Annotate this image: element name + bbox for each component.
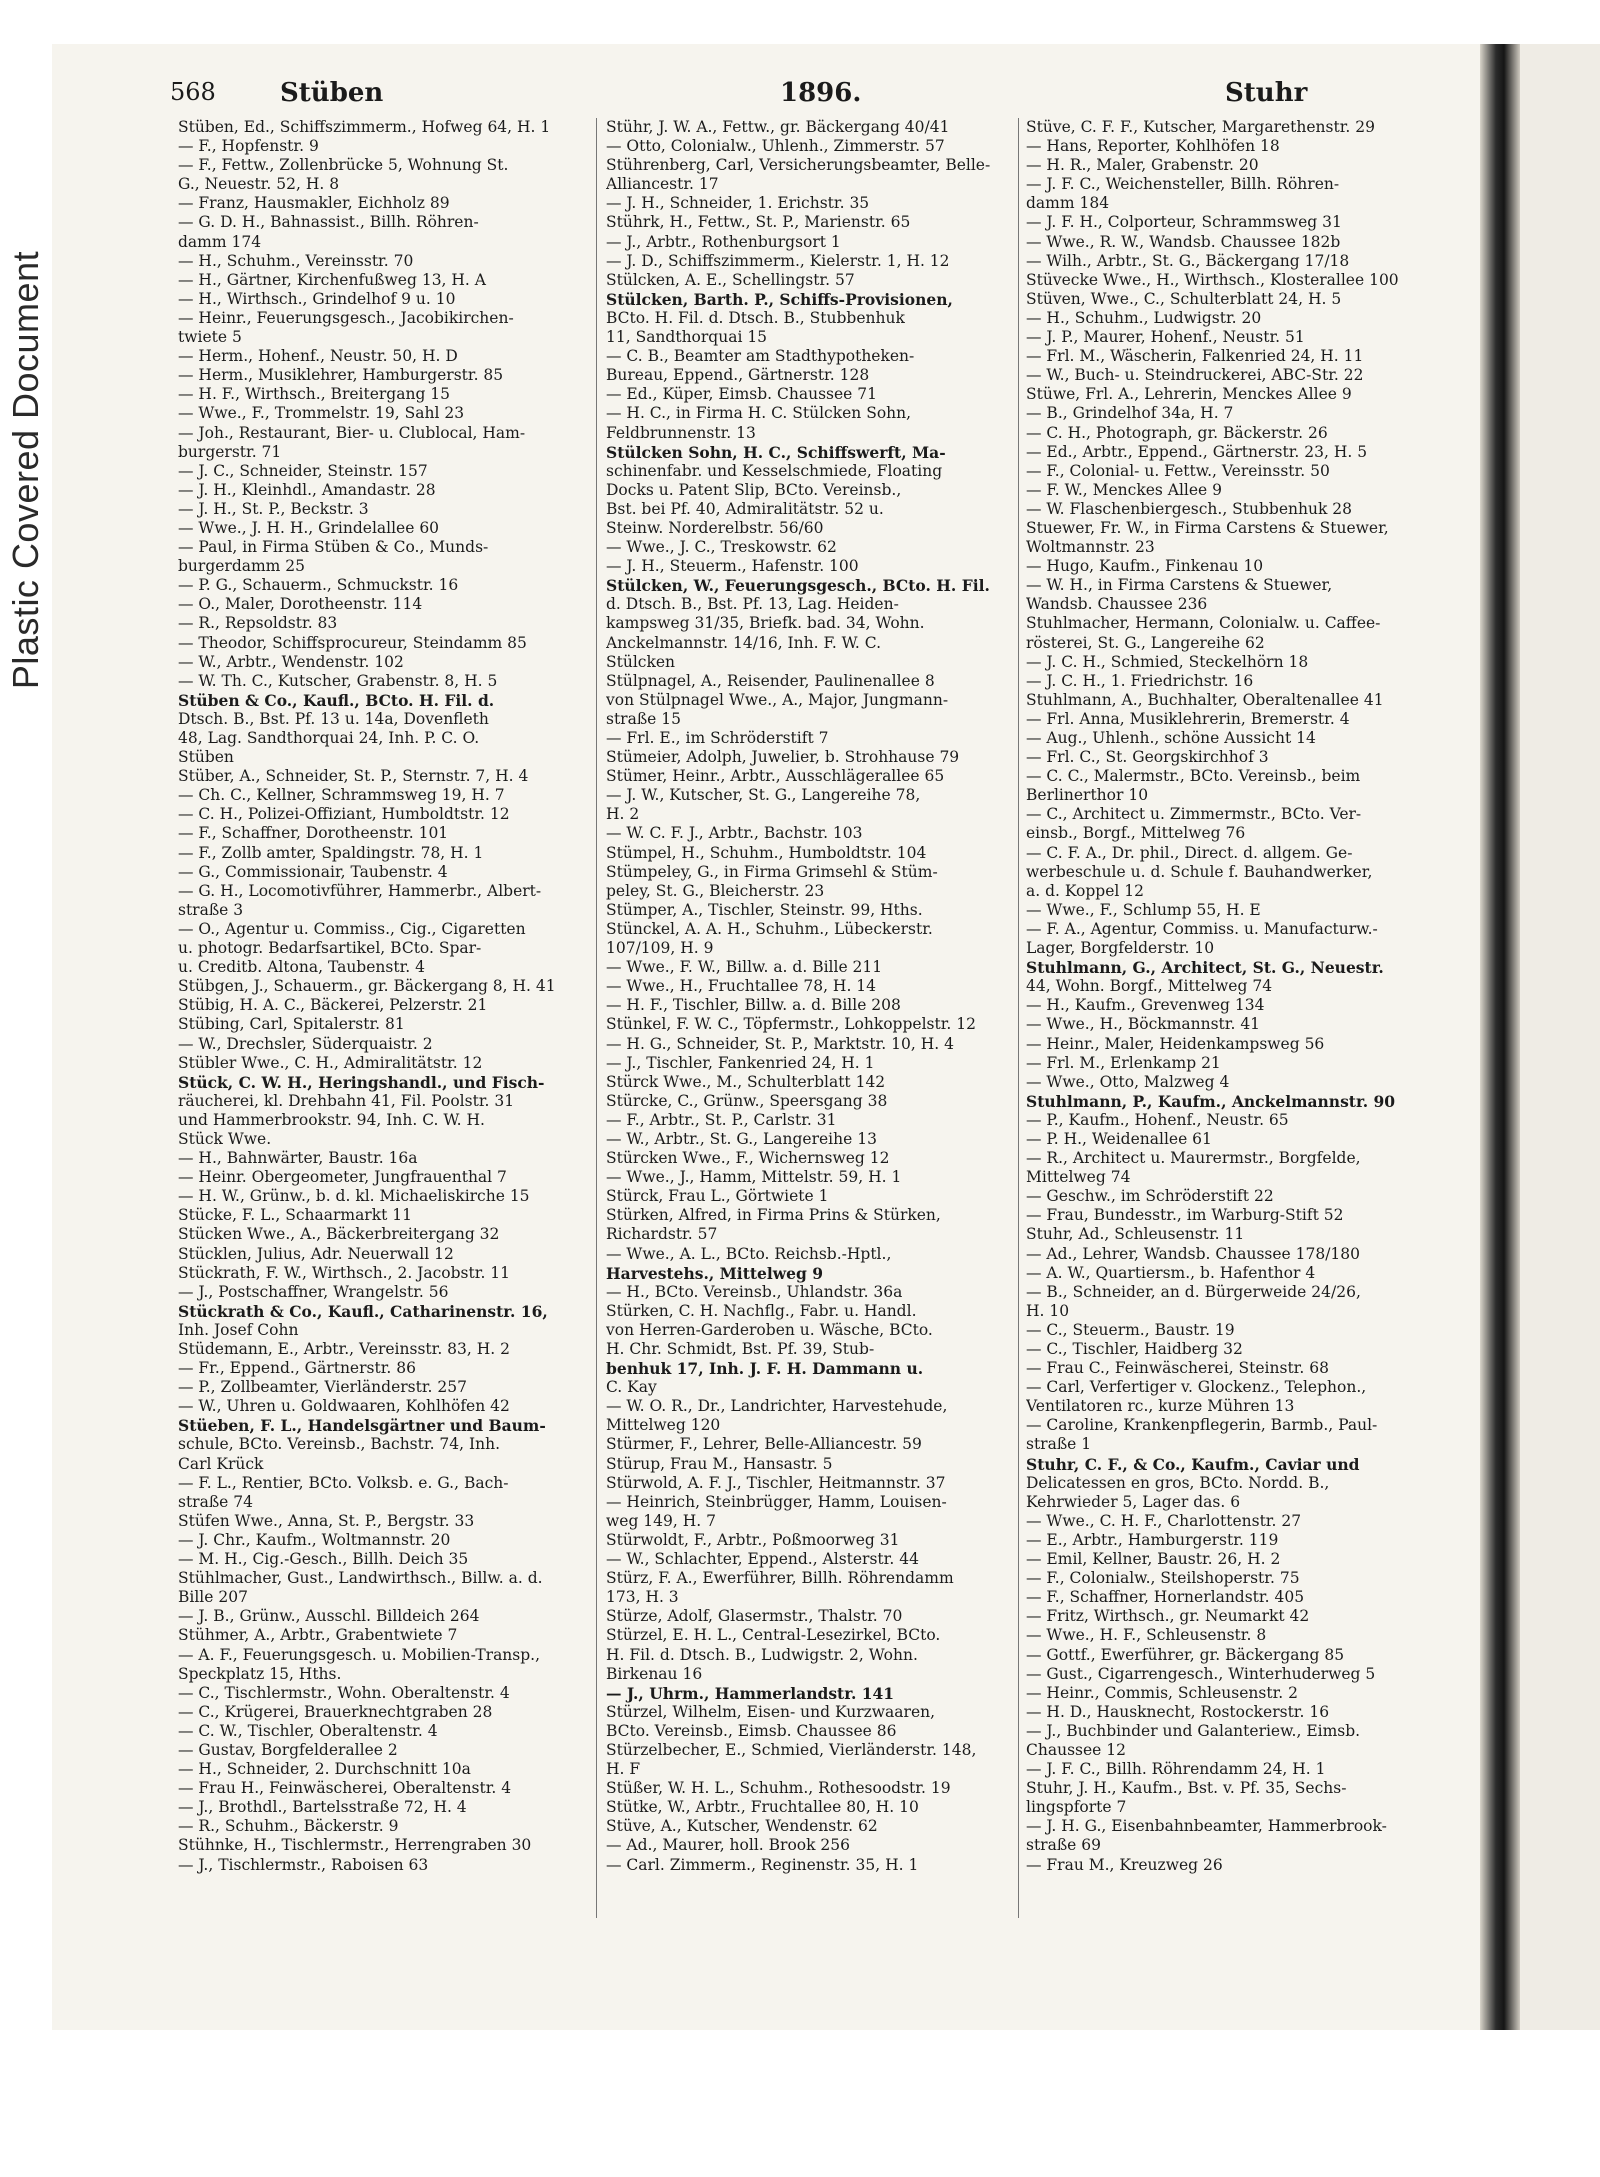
directory-entry-line: — Franz, Hausmakler, Eichholz 89 <box>178 194 450 213</box>
directory-entry-line: — Wwe., C. H. F., Charlottenstr. 27 <box>1026 1511 1302 1530</box>
directory-entry-line: — Carl. Zimmerm., Reginenstr. 35, H. 1 <box>606 1855 919 1874</box>
directory-entry-line: Stuhr, Ad., Schleusenstr. 11 <box>1026 1225 1245 1244</box>
directory-entry-line: Stüdemann, E., Arbtr., Vereinsstr. 83, H. 2 <box>178 1340 510 1358</box>
directory-entry-line: — J. B., Grünw., Ausschl. Billdeich 264 <box>178 1607 480 1626</box>
directory-entry-line: Stührenberg, Carl, Versicherungsbeamter, Belle- <box>606 156 991 175</box>
header-left-keyword: Stüben <box>280 78 384 108</box>
directory-entry-line: Stütke, W., Arbtr., Fruchtallee 80, H. 10 <box>606 1798 919 1817</box>
directory-entry-line: — J., Brothdl., Bartelsstraße 72, H. 4 <box>178 1798 467 1817</box>
directory-entry-line: — J. H., St. P., Beckstr. 3 <box>178 499 369 518</box>
directory-entry-line: — W. Th. C., Kutscher, Grabenstr. 8, H. 5 <box>178 671 498 690</box>
directory-entry-line: Stühlmacher, Gust., Landwirthsch., Billw. a. d. <box>178 1569 543 1588</box>
directory-entry-line: Stürcken Wwe., F., Wichernsweg 12 <box>606 1149 890 1168</box>
directory-entry-line: — R., Repsoldstr. 83 <box>178 614 338 633</box>
directory-entry-line: Stülcken, A. E., Schellingstr. 57 <box>606 270 855 289</box>
directory-entry-line: Stüben & Co., Kaufl., BCto. H. Fil. d. <box>178 690 495 710</box>
directory-entry-line: Stühr, J. W. A., Fettw., gr. Bäckergang 40/41 <box>606 118 950 136</box>
directory-entry-line: Mittelweg 120 <box>606 1416 721 1435</box>
directory-entry-line: Stuhr, J. H., Kaufm., Bst. v. Pf. 35, Sechs- <box>1026 1779 1347 1798</box>
directory-entry-line: — F., Hopfenstr. 9 <box>178 137 319 156</box>
directory-entry-line: — H. R., Maler, Grabenstr. 20 <box>1026 156 1259 175</box>
directory-entry-line: — J. W., Kutscher, St. G., Langereihe 78, <box>606 786 921 805</box>
directory-entry-line: werbeschule u. d. Schule f. Bauhandwerker, <box>1026 862 1373 881</box>
directory-entry-line: Kehrwieder 5, Lager das. 6 <box>1026 1492 1241 1511</box>
header-right-keyword: Stuhr <box>1225 78 1308 108</box>
directory-entry-line: — Hans, Reporter, Kohlhöfen 18 <box>1026 137 1280 156</box>
directory-entry-line: Bureau, Eppend., Gärtnerstr. 128 <box>606 366 870 385</box>
directory-entry-line: — J. C., Schneider, Steinstr. 157 <box>178 461 428 480</box>
directory-entry-line: — Gust., Cigarrengesch., Winterhuderweg 5 <box>1026 1664 1376 1683</box>
directory-entry-line: — O., Agentur u. Commiss., Cig., Cigaretten <box>178 919 526 938</box>
directory-entry-line: — M. H., Cig.-Gesch., Billh. Deich 35 <box>178 1550 469 1569</box>
directory-entry-line: Berlinerthor 10 <box>1026 786 1149 805</box>
directory-entry-line: Birkenau 16 <box>606 1664 703 1683</box>
directory-entry-line: — Wwe., J. C., Treskowstr. 62 <box>606 538 837 557</box>
directory-entry-line: — Ad., Maurer, holl. Brook 256 <box>606 1836 851 1855</box>
directory-entry-line: Stüvecke Wwe., H., Wirthsch., Klosterallee 100 <box>1026 270 1399 289</box>
directory-entry-line: u. Creditb. Altona, Taubenstr. 4 <box>178 958 425 977</box>
directory-entry-line: — P. G., Schauerm., Schmuckstr. 16 <box>178 576 459 595</box>
directory-entry-line: kampsweg 31/35, Briefk. bad. 34, Wohn. <box>606 614 925 633</box>
directory-entry-line: — F. L., Rentier, BCto. Volksb. e. G., Bach- <box>178 1473 509 1492</box>
directory-entry-line: Harvestehs., Mittelweg 9 <box>606 1263 823 1283</box>
directory-entry-line: Lager, Borgfelderstr. 10 <box>1026 939 1215 958</box>
directory-column-2 <box>606 118 1026 1875</box>
directory-entry-line: von Stülpnagel Wwe., A., Major, Jungmann- <box>606 690 949 709</box>
directory-entry-line: BCto. Vereinsb., Eimsb. Chaussee 86 <box>606 1721 897 1740</box>
directory-entry-line: — J. F. C., Billh. Röhrendamm 24, H. 1 <box>1026 1760 1326 1779</box>
directory-entry-line: — Hugo, Kaufm., Finkenau 10 <box>1026 557 1264 576</box>
directory-entry-line: 48, Lag. Sandthorquai 24, Inh. P. C. O. <box>178 729 480 747</box>
directory-entry-line: — F., Arbtr., St. P., Carlstr. 31 <box>606 1110 837 1129</box>
directory-entry-line: — H., Schneider, 2. Durchschnitt 10a <box>178 1760 471 1779</box>
directory-entry-line: — Frl. M., Wäscherin, Falkenried 24, H. 11 <box>1026 347 1364 366</box>
directory-entry-line: — Wilh., Arbtr., St. G., Bäckergang 17/18 <box>1026 251 1350 270</box>
directory-entry-line: — H., Schuhm., Ludwigstr. 20 <box>1026 308 1262 327</box>
directory-entry-line: — Heinr., Commis, Schleusenstr. 2 <box>1026 1683 1299 1702</box>
directory-entry-line: Stürz, F. A., Ewerführer, Billh. Röhrendamm <box>606 1569 954 1588</box>
directory-entry-line: twiete 5 <box>178 328 242 347</box>
directory-entry-line: peley, St. G., Bleicherstr. 23 <box>606 881 825 900</box>
page-header <box>170 78 1470 112</box>
directory-entry-line: — F., Zollb amter, Spaldingstr. 78, H. 1 <box>178 843 484 862</box>
directory-entry-line: — H. C., in Firma H. C. Stülcken Sohn, <box>606 404 912 423</box>
directory-entry-line: Stübing, Carl, Spitalerstr. 81 <box>178 1015 405 1034</box>
directory-entry-line: — Heinrich, Steinbrügger, Hamm, Louisen- <box>606 1492 947 1511</box>
directory-entry-line: Feldbrunnenstr. 13 <box>606 423 756 442</box>
directory-entry-line: BCto. H. Fil. d. Dtsch. B., Stubbenhuk <box>606 308 905 327</box>
directory-entry-line: — Wwe., J., Hamm, Mittelstr. 59, H. 1 <box>606 1168 902 1187</box>
directory-entry-line: — F. A., Agentur, Commiss. u. Manufacturw.- <box>1026 919 1378 938</box>
directory-entry-line: — H. F., Wirthsch., Breitergang 15 <box>178 385 451 404</box>
directory-entry-line: — Wwe., H. F., Schleusenstr. 8 <box>1026 1626 1267 1645</box>
directory-entry-line: a. d. Koppel 12 <box>1026 881 1144 900</box>
directory-entry-line: — Paul, in Firma Stüben & Co., Munds- <box>178 538 489 557</box>
directory-entry-line: H. 10 <box>1026 1301 1070 1320</box>
directory-entry-line: Stührk, H., Fettw., St. P., Marienstr. 65 <box>606 213 911 232</box>
directory-entry-line: einsb., Borgf., Mittelweg 76 <box>1026 824 1246 843</box>
directory-entry-line: und Hammerbrookstr. 94, Inh. C. W. H. <box>178 1110 485 1129</box>
directory-entry-line: — Fr., Eppend., Gärtnerstr. 86 <box>178 1359 416 1378</box>
directory-entry-line: — Wwe., F., Schlump 55, H. E <box>1026 900 1261 919</box>
directory-entry-line: — Caroline, Krankenpflegerin, Barmb., Paul- <box>1026 1416 1378 1435</box>
directory-entry-line: Stüber, A., Schneider, St. P., Sternstr. 7, H. 4 <box>178 767 529 786</box>
directory-entry-line: — C., Architect u. Zimmermstr., BCto. Ver- <box>1026 805 1362 824</box>
directory-entry-line: — B., Grindelhof 34a, H. 7 <box>1026 404 1234 423</box>
directory-entry-line: — J., Uhrm., Hammerlandstr. 141 <box>606 1683 895 1703</box>
directory-entry-line: — G. H., Locomotivführer, Hammerbr., Albert- <box>178 881 542 900</box>
directory-entry-line: Stülcken <box>606 652 676 671</box>
directory-entry-line: — H., BCto. Vereinsb., Uhlandstr. 36a <box>606 1282 903 1301</box>
directory-entry-line: lingspforte 7 <box>1026 1798 1127 1817</box>
directory-entry-line: — Frl. C., St. Georgskirchhof 3 <box>1026 748 1269 767</box>
directory-entry-line: — P., Zollbeamter, Vierländerstr. 257 <box>178 1378 467 1397</box>
directory-entry-line: Stümpeley, G., in Firma Grimsehl & Stüm- <box>606 862 938 881</box>
directory-entry-line: — F., Colonial- u. Fettw., Vereinsstr. 50 <box>1026 461 1330 480</box>
directory-entry-line: — J. H., Schneider, 1. Erichstr. 35 <box>606 194 870 213</box>
directory-entry-line: — J. F. C., Weichensteller, Billh. Röhren- <box>1026 175 1340 194</box>
directory-entry-line: Stüwe, Frl. A., Lehrerin, Menckes Allee 9 <box>1026 385 1352 404</box>
directory-entry-line: — H. F., Tischler, Billw. a. d. Bille 208 <box>606 996 901 1015</box>
directory-entry-line: Stülcken Sohn, H. C., Schiffswerft, Ma- <box>606 442 946 462</box>
directory-entry-line: Alliancestr. 17 <box>606 175 719 194</box>
directory-entry-line: Stülcken, Barth. P., Schiffs-Provisionen, <box>606 289 953 309</box>
directory-entry-line: Stücklen, Julius, Adr. Neuerwall 12 <box>178 1244 454 1263</box>
directory-entry-line: Inh. Josef Cohn <box>178 1320 299 1339</box>
book-gutter <box>1480 44 1520 2030</box>
directory-entry-line: Stücken Wwe., A., Bäckerbreitergang 32 <box>178 1225 500 1244</box>
directory-entry-line: — G., Commissionair, Taubenstr. 4 <box>178 862 448 881</box>
directory-entry-line: Stuewer, Fr. W., in Firma Carstens & Stuewer, <box>1026 518 1389 537</box>
directory-entry-line: — W., Arbtr., Wendenstr. 102 <box>178 652 404 671</box>
directory-entry-line: — J. F. H., Colporteur, Schrammsweg 31 <box>1026 213 1342 232</box>
directory-entry-line: Bille 207 <box>178 1588 248 1607</box>
directory-entry-line: — G. D. H., Bahnassist., Billh. Röhren- <box>178 213 479 232</box>
directory-entry-line: — A. F., Feuerungsgesch. u. Mobilien-Transp., <box>178 1645 541 1664</box>
directory-entry-line: Anckelmannstr. 14/16, Inh. F. W. C. <box>606 633 881 652</box>
directory-entry-line: — H., Bahnwärter, Baustr. 16a <box>178 1149 418 1168</box>
directory-entry-line: — Frl. Anna, Musiklehrerin, Bremerstr. 4 <box>1026 709 1350 728</box>
directory-entry-line: — J., Postschaffner, Wrangelstr. 56 <box>178 1282 449 1301</box>
directory-entry-line: Stülpnagel, A., Reisender, Paulinenallee 8 <box>606 671 935 690</box>
directory-entry-line: Stückrath, F. W., Wirthsch., 2. Jacobstr. 11 <box>178 1263 511 1282</box>
directory-entry-line: Chaussee 12 <box>1026 1740 1126 1759</box>
directory-entry-line: Stüfen Wwe., Anna, St. P., Bergstr. 33 <box>178 1511 475 1530</box>
directory-entry-line: Ventilatoren rc., kurze Mühren 13 <box>1026 1397 1295 1416</box>
directory-entry-line: — H., Wirthsch., Grindelhof 9 u. 10 <box>178 289 456 308</box>
directory-entry-line: H. F <box>606 1760 641 1779</box>
directory-entry-line: d. Dtsch. B., Bst. Pf. 13, Lag. Heiden- <box>606 595 899 614</box>
directory-entry-line: burgerstr. 71 <box>178 442 282 461</box>
directory-entry-line: Stürmer, F., Lehrer, Belle-Alliancestr. 59 <box>606 1435 922 1454</box>
directory-entry-line: — Ed., Küper, Eimsb. Chaussee 71 <box>606 385 877 404</box>
directory-entry-line: Mittelweg 74 <box>1026 1168 1131 1187</box>
directory-entry-line: — J. C. H., 1. Friedrichstr. 16 <box>1026 671 1254 690</box>
header-year: 1896. <box>780 78 862 108</box>
directory-entry-line: — W., Buch- u. Steindruckerei, ABC-Str. 22 <box>1026 366 1364 385</box>
directory-entry-line: — C. B., Beamter am Stadthypotheken- <box>606 347 915 366</box>
directory-entry-line: Stühmer, A., Arbtr., Grabentwiete 7 <box>178 1626 458 1645</box>
directory-entry-line: — R., Architect u. Maurermstr., Borgfelde, <box>1026 1149 1361 1168</box>
directory-entry-line: Stuhlmacher, Hermann, Colonialw. u. Caffee- <box>1026 614 1381 633</box>
directory-entry-line: Dtsch. B., Bst. Pf. 13 u. 14a, Dovenfleth <box>178 709 489 728</box>
directory-entry-line: — Wwe., Otto, Malzweg 4 <box>1026 1072 1230 1091</box>
directory-entry-line: Stürcke, C., Grünw., Speersgang 38 <box>606 1091 888 1110</box>
directory-entry-line: Stuhlmann, P., Kaufm., Anckelmannstr. 90 <box>1026 1091 1396 1111</box>
directory-entry-line: — Heinr. Obergeometer, Jungfrauenthal 7 <box>178 1168 507 1187</box>
directory-entry-line: — Wwe., R. W., Wandsb. Chaussee 182b <box>1026 232 1341 251</box>
directory-entry-line: C. Kay <box>606 1378 657 1397</box>
directory-entry-line: — H. W., Grünw., b. d. kl. Michaeliskirche 15 <box>178 1187 530 1206</box>
directory-entry-line: — Herm., Musiklehrer, Hamburgerstr. 85 <box>178 366 504 385</box>
directory-entry-line: Stürwoldt, F., Arbtr., Poßmoorweg 31 <box>606 1530 900 1549</box>
directory-entry-line: 107/109, H. 9 <box>606 939 714 958</box>
directory-entry-line: Stürup, Frau M., Hansastr. 5 <box>606 1454 833 1473</box>
directory-entry-line: Stürken, C. H. Nachflg., Fabr. u. Handl. <box>606 1301 917 1320</box>
directory-entry-line: — Wwe., F. W., Billw. a. d. Bille 211 <box>606 958 883 977</box>
directory-entry-line: — J. H., Steuerm., Hafenstr. 100 <box>606 557 859 576</box>
directory-entry-line: benhuk 17, Inh. J. F. H. Dammann u. <box>606 1359 924 1379</box>
directory-entry-line: — J. H., Kleinhdl., Amandastr. 28 <box>178 480 436 499</box>
directory-entry-line: räucherei, kl. Drehbahn 41, Fil. Poolstr. 31 <box>178 1091 515 1110</box>
directory-entry-line: Stürzel, Wilhelm, Eisen- und Kurzwaaren, <box>606 1702 936 1721</box>
directory-entry-line: — Herm., Hohenf., Neustr. 50, H. D <box>178 347 458 366</box>
directory-entry-line: — Joh., Restaurant, Bier- u. Clublocal, Ham- <box>178 423 526 442</box>
directory-entry-line: — Frau M., Kreuzweg 26 <box>1026 1855 1223 1874</box>
directory-entry-line: — C. F. A., Dr. phil., Direct. d. allgem. Ge- <box>1026 843 1353 862</box>
directory-entry-line: Stübgen, J., Schauerm., gr. Bäckergang 8, H. 41 <box>178 977 556 996</box>
directory-entry-line: straße 74 <box>178 1492 254 1511</box>
directory-entry-line: H. 2 <box>606 805 640 824</box>
directory-entry-line: — F., Schaffner, Hornerlandstr. 405 <box>1026 1588 1305 1607</box>
directory-entry-line: — O., Maler, Dorotheenstr. 114 <box>178 595 423 614</box>
directory-entry-line: — H., Schuhm., Vereinsstr. 70 <box>178 251 414 270</box>
directory-entry-line: 173, H. 3 <box>606 1588 679 1607</box>
directory-entry-line: — Geschw., im Schröderstift 22 <box>1026 1187 1274 1206</box>
directory-entry-line: — J., Arbtr., Rothenburgsort 1 <box>606 232 841 251</box>
directory-entry-line: — J., Tischlermstr., Raboisen 63 <box>178 1855 429 1874</box>
directory-entry-line: damm 184 <box>1026 194 1110 213</box>
directory-entry-line: Stümpel, H., Schuhm., Humboldtstr. 104 <box>606 843 927 862</box>
directory-entry-line: — W. O. R., Dr., Landrichter, Harvestehude, <box>606 1397 948 1416</box>
directory-entry-line: — Gustav, Borgfelderallee 2 <box>178 1740 398 1759</box>
directory-entry-line: — W. C. F. J., Arbtr., Bachstr. 103 <box>606 824 863 843</box>
directory-entry-line: Stülcken, W., Feuerungsgesch., BCto. H. Fil. <box>606 576 990 596</box>
directory-entry-line: Bst. bei Pf. 40, Admiralitätstr. 52 u. <box>606 499 884 518</box>
scan-margin <box>0 0 52 2177</box>
directory-entry-line: — J. P., Maurer, Hohenf., Neustr. 51 <box>1026 328 1305 347</box>
directory-entry-line: G., Neuestr. 52, H. 8 <box>178 175 340 194</box>
directory-entry-line: — H. D., Hausknecht, Rostockerstr. 16 <box>1026 1702 1330 1721</box>
directory-entry-line: — F., Schaffner, Dorotheenstr. 101 <box>178 824 449 843</box>
directory-entry-line: Docks u. Patent Slip, BCto. Vereinsb., <box>606 480 902 499</box>
directory-entry-line: Stuhlmann, A., Buchhalter, Oberaltenallee 41 <box>1026 690 1384 709</box>
directory-entry-line: — C., Steuerm., Baustr. 19 <box>1026 1320 1235 1339</box>
directory-entry-line: — J., Buchbinder und Galanteriew., Eimsb. <box>1026 1721 1361 1740</box>
directory-entry-line: Stuhlmann, G., Architect, St. G., Neuestr. <box>1026 958 1384 978</box>
directory-entry-line: — Frau, Bundesstr., im Warburg-Stift 52 <box>1026 1206 1344 1225</box>
directory-entry-line: — Wwe., H., Böckmannstr. 41 <box>1026 1015 1261 1034</box>
directory-entry-line: Stüve, A., Kutscher, Wendenstr. 62 <box>606 1817 878 1836</box>
directory-entry-line: Carl Krück <box>178 1454 264 1473</box>
directory-entry-line: rösterei, St. G., Langereihe 62 <box>1026 633 1265 652</box>
directory-entry-line: damm 174 <box>178 232 262 251</box>
directory-column-1 <box>178 118 598 1875</box>
directory-entry-line: 44, Wohn. Borgf., Mittelweg 74 <box>1026 977 1273 996</box>
directory-entry-line: Stück Wwe. <box>178 1129 272 1148</box>
directory-entry-line: — Fritz, Wirthsch., gr. Neumarkt 42 <box>1026 1607 1310 1626</box>
directory-entry-line: — C., Tischlermstr., Wohn. Oberaltenstr. 4 <box>178 1683 510 1702</box>
side-label: Plastic Covered Document <box>5 250 46 690</box>
directory-entry-line: H. Fil. d. Dtsch. B., Ludwigstr. 2, Wohn. <box>606 1645 918 1664</box>
directory-entry-line: Stürwold, A. F. J., Tischler, Heitmannstr. 37 <box>606 1473 946 1492</box>
directory-entry-line: — W., Drechsler, Süderquaistr. 2 <box>178 1034 433 1053</box>
directory-entry-line: Woltmannstr. 23 <box>1026 538 1155 557</box>
directory-entry-line: u. photogr. Bedarfsartikel, BCto. Spar- <box>178 939 482 958</box>
directory-entry-line: Wandsb. Chaussee 236 <box>1026 595 1208 614</box>
directory-entry-line: Stüven, Wwe., C., Schulterblatt 24, H. 5 <box>1026 289 1342 308</box>
directory-entry-line: — Theodor, Schiffsprocureur, Steindamm 85 <box>178 633 527 652</box>
directory-column-3 <box>1026 118 1446 1875</box>
directory-entry-line: — Frl. M., Erlenkamp 21 <box>1026 1053 1221 1072</box>
directory-entry-line: — J. D., Schiffszimmerm., Kielerstr. 1, H. 12 <box>606 251 950 270</box>
directory-entry-line: — W., Uhren u. Goldwaaren, Kohlhöfen 42 <box>178 1397 510 1416</box>
directory-entry-line: — Wwe., A. L., BCto. Reichsb.-Hptl., <box>606 1244 892 1263</box>
directory-entry-line: Stünkel, F. W. C., Töpfermstr., Lohkoppelstr. 12 <box>606 1015 977 1034</box>
directory-entry-line: — Frau H., Feinwäscherei, Oberaltenstr. 4 <box>178 1779 512 1798</box>
directory-entry-line: Stürck, Frau L., Görtwiete 1 <box>606 1187 829 1206</box>
directory-entry-line: — J., Tischler, Fankenried 24, H. 1 <box>606 1053 875 1072</box>
directory-entry-line: — C., Krügerei, Brauerknechtgraben 28 <box>178 1702 493 1721</box>
directory-entry-line: Stüben, Ed., Schiffszimmerm., Hofweg 64, H. 1 <box>178 118 551 136</box>
directory-entry-line: — W. Flaschenbiergesch., Stubbenhuk 28 <box>1026 499 1353 518</box>
directory-entry-line: Stümer, Heinr., Arbtr., Ausschlägerallee 65 <box>606 767 945 786</box>
directory-entry-line: — Gottf., Ewerführer, gr. Bäckergang 85 <box>1026 1645 1345 1664</box>
directory-entry-line: straße 15 <box>606 709 682 728</box>
directory-entry-line: Stürze, Adolf, Glasermstr., Thalstr. 70 <box>606 1607 903 1626</box>
directory-entry-line: — W. H., in Firma Carstens & Stuewer, <box>1026 576 1333 595</box>
directory-entry-line: — J. Chr., Kaufm., Woltmannstr. 20 <box>178 1530 451 1549</box>
directory-entry-line: — Wwe., J. H. H., Grindelallee 60 <box>178 518 440 537</box>
directory-entry-line: Stümeier, Adolph, Juwelier, b. Strohhause 79 <box>606 748 960 767</box>
directory-entry-line: Stückrath & Co., Kaufl., Catharinenstr. 16, <box>178 1301 548 1321</box>
directory-entry-line: — C. C., Malermstr., BCto. Vereinsb., beim <box>1026 767 1361 786</box>
directory-entry-line: Speckplatz 15, Hths. <box>178 1664 342 1683</box>
directory-entry-line: Stürck Wwe., M., Schulterblatt 142 <box>606 1072 886 1091</box>
directory-entry-line: weg 149, H. 7 <box>606 1511 716 1530</box>
directory-entry-line: — J. C. H., Schmied, Steckelhörn 18 <box>1026 652 1309 671</box>
directory-entry-line: — E., Arbtr., Hamburgerstr. 119 <box>1026 1530 1279 1549</box>
directory-entry-line: — Wwe., F., Trommelstr. 19, Sahl 23 <box>178 404 465 423</box>
directory-entry-line: — W., Arbtr., St. G., Langereihe 13 <box>606 1129 877 1148</box>
directory-entry-line: Stuhr, C. F., & Co., Kaufm., Caviar und <box>1026 1454 1360 1474</box>
directory-entry-line: Stürken, Alfred, in Firma Prins & Stürken, <box>606 1206 941 1225</box>
directory-entry-line: — W., Schlachter, Eppend., Alsterstr. 44 <box>606 1550 919 1569</box>
directory-entry-line: Stübig, H. A. C., Bäckerei, Pelzerstr. 21 <box>178 996 488 1015</box>
directory-entry-line: — J. H. G., Eisenbahnbeamter, Hammerbrook- <box>1026 1817 1387 1836</box>
directory-entry-line: burgerdamm 25 <box>178 557 306 576</box>
directory-entry-line: — F., Fettw., Zollenbrücke 5, Wohnung St. <box>178 156 509 175</box>
directory-entry-line: — Otto, Colonialw., Uhlenh., Zimmerstr. 57 <box>606 137 945 156</box>
directory-entry-line: Stüeben, F. L., Handelsgärtner und Baum- <box>178 1416 546 1436</box>
directory-entry-line: straße 69 <box>1026 1836 1102 1855</box>
directory-entry-line: — P., Kaufm., Hohenf., Neustr. 65 <box>1026 1110 1289 1129</box>
next-page-edge <box>1520 44 1600 2030</box>
directory-entry-line: Steinw. Norderelbstr. 56/60 <box>606 518 824 537</box>
directory-entry-line: schule, BCto. Vereinsb., Bachstr. 74, Inh. <box>178 1435 501 1454</box>
directory-entry-line: Richardstr. 57 <box>606 1225 718 1244</box>
directory-entry-line: — H. G., Schneider, St. P., Marktstr. 10, H. 4 <box>606 1034 954 1053</box>
directory-entry-line: — B., Schneider, an d. Bürgerweide 24/26, <box>1026 1282 1361 1301</box>
directory-entry-line: Stünckel, A. A. H., Schuhm., Lübeckerstr. <box>606 919 933 938</box>
directory-entry-line: — P. H., Weidenallee 61 <box>1026 1129 1212 1148</box>
directory-entry-line: Stübler Wwe., C. H., Admiralitätstr. 12 <box>178 1053 483 1072</box>
directory-entry-line: — Carl, Verfertiger v. Glockenz., Telephon., <box>1026 1378 1367 1397</box>
directory-entry-line: — R., Schuhm., Bäckerstr. 9 <box>178 1817 399 1836</box>
directory-entry-line: Stüßer, W. H. L., Schuhm., Rothesoodstr. 19 <box>606 1779 951 1798</box>
directory-entry-line: — Frau C., Feinwäscherei, Steinstr. 68 <box>1026 1359 1329 1378</box>
directory-entry-line: H. Chr. Schmidt, Bst. Pf. 39, Stub- <box>606 1340 875 1358</box>
directory-entry-line: Delicatessen en gros, BCto. Nordd. B., <box>1026 1473 1330 1492</box>
directory-entry-line: — Ed., Arbtr., Eppend., Gärtnerstr. 23, H. 5 <box>1026 442 1368 461</box>
directory-entry-line: schinenfabr. und Kesselschmiede, Floating <box>606 461 943 480</box>
directory-entry-line: — Frl. E., im Schröderstift 7 <box>606 729 829 747</box>
directory-entry-line: — Emil, Kellner, Baustr. 26, H. 2 <box>1026 1550 1281 1569</box>
directory-entry-line: 11, Sandthorquai 15 <box>606 328 768 347</box>
directory-entry-line: Stüben <box>178 748 234 767</box>
directory-entry-line: Stück, C. W. H., Heringshandl., und Fisch- <box>178 1072 545 1092</box>
directory-entry-line: — F. W., Menckes Allee 9 <box>1026 480 1223 499</box>
directory-entry-line: — C. H., Polizei-Offiziant, Humboldtstr. 12 <box>178 805 510 824</box>
directory-entry-line: — C. H., Photograph, gr. Bäckerstr. 26 <box>1026 423 1328 442</box>
directory-entry-line: — Aug., Uhlenh., schöne Aussicht 14 <box>1026 729 1316 747</box>
page-number: 568 <box>170 78 216 106</box>
directory-entry-line: straße 3 <box>178 900 244 919</box>
directory-entry-line: — Ad., Lehrer, Wandsb. Chaussee 178/180 <box>1026 1244 1361 1263</box>
directory-entry-line: Stücke, F. L., Schaarmarkt 11 <box>178 1206 412 1225</box>
directory-entry-line: Stürzel, E. H. L., Central-Lesezirkel, BCto. <box>606 1626 941 1645</box>
directory-entry-line: Stühnke, H., Tischlermstr., Herrengraben 30 <box>178 1836 532 1855</box>
directory-entry-line: — Ch. C., Kellner, Schrammsweg 19, H. 7 <box>178 786 505 805</box>
directory-entry-line: straße 1 <box>1026 1435 1092 1454</box>
directory-entry-line: — C., Tischler, Haidberg 32 <box>1026 1340 1243 1358</box>
directory-entry-line: — A. W., Quartiersm., b. Hafenthor 4 <box>1026 1263 1316 1282</box>
directory-entry-line: — C. W., Tischler, Oberaltenstr. 4 <box>178 1721 438 1740</box>
directory-entry-line: — H., Kaufm., Grevenweg 134 <box>1026 996 1265 1015</box>
directory-entry-line: — F., Colonialw., Steilshoperstr. 75 <box>1026 1569 1300 1588</box>
directory-entry-line: — H., Gärtner, Kirchenfußweg 13, H. A <box>178 270 486 289</box>
directory-entry-line: Stürzelbecher, E., Schmied, Vierländerstr. 148, <box>606 1740 977 1759</box>
directory-entry-line: von Herren-Garderoben u. Wäsche, BCto. <box>606 1320 933 1339</box>
directory-entry-line: Stümper, A., Tischler, Steinstr. 99, Hths. <box>606 900 923 919</box>
directory-entry-line: Stüve, C. F. F., Kutscher, Margarethenstr. 29 <box>1026 118 1375 136</box>
directory-entry-line: — Heinr., Feuerungsgesch., Jacobikirchen- <box>178 308 514 327</box>
directory-entry-line: — Wwe., H., Fruchtallee 78, H. 14 <box>606 977 877 996</box>
directory-entry-line: — Heinr., Maler, Heidenkampsweg 56 <box>1026 1034 1325 1053</box>
